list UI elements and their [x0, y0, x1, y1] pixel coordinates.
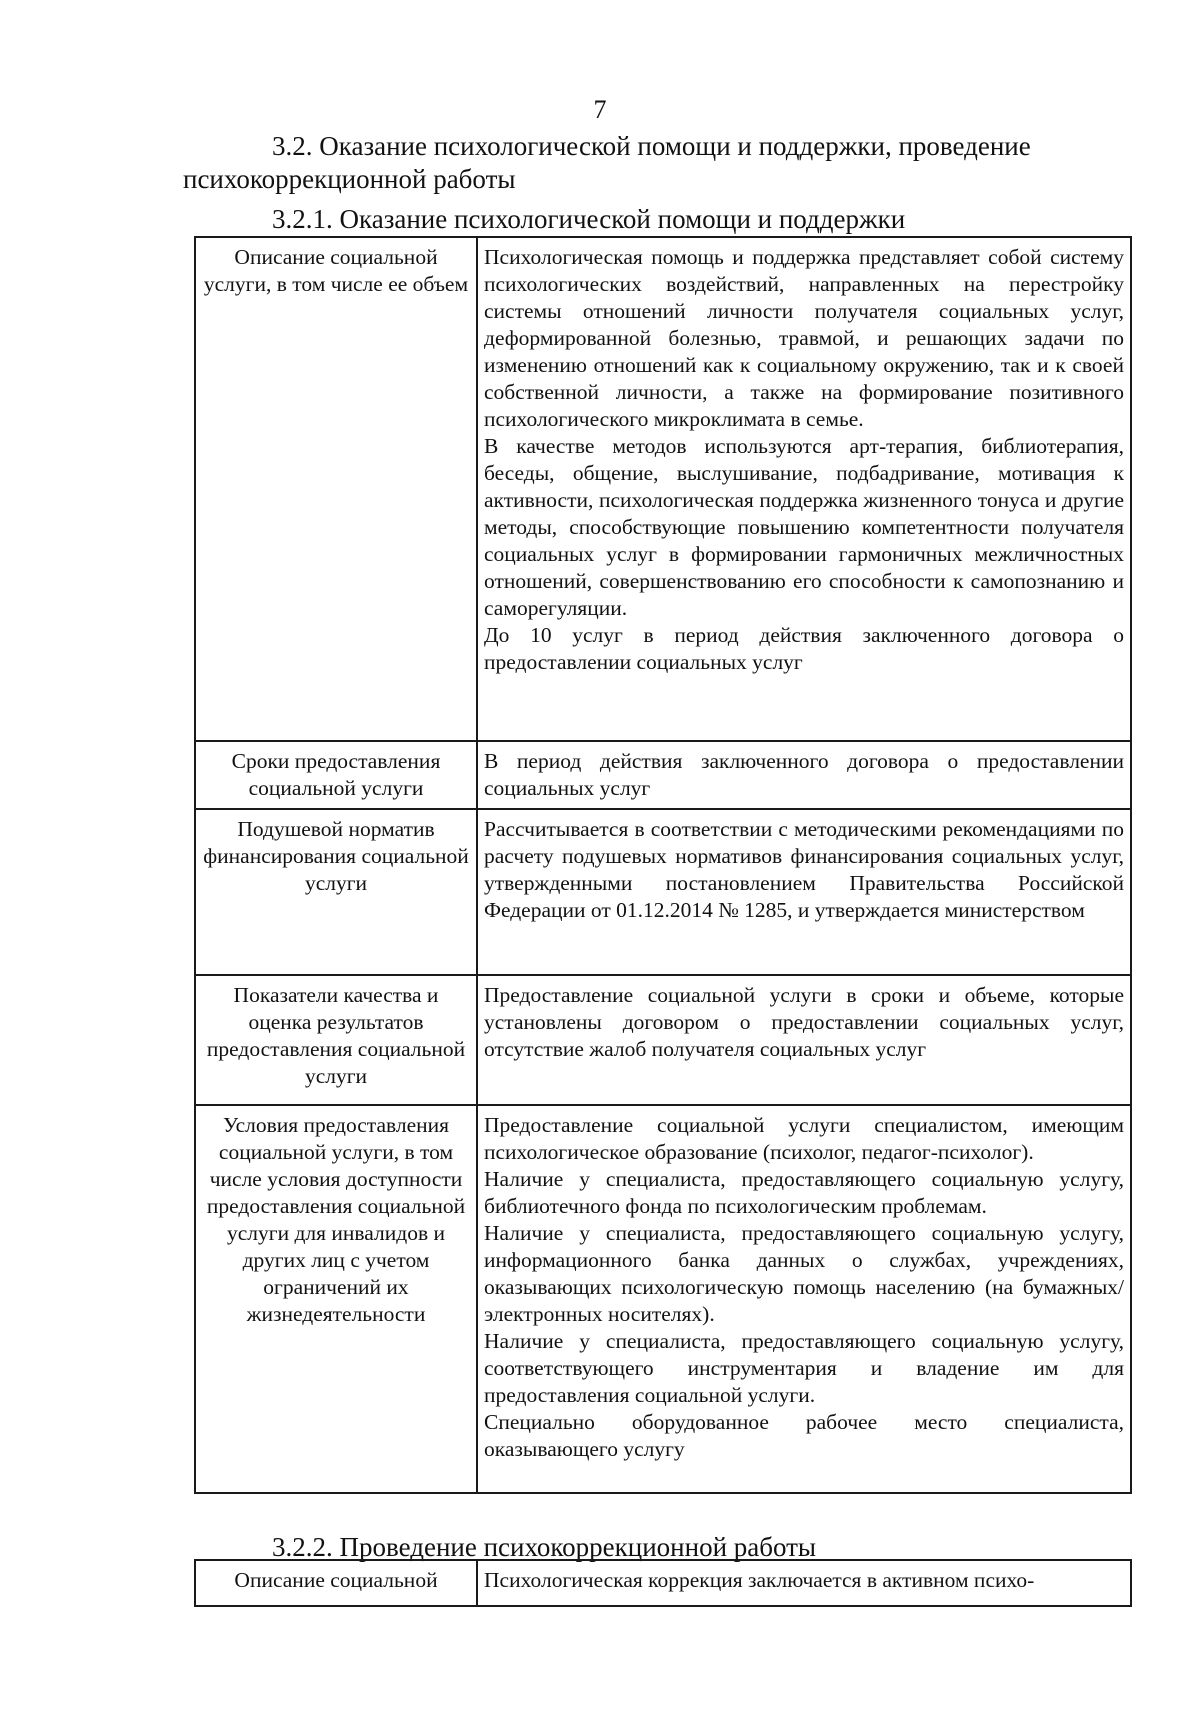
paragraph: Психологическая коррекция заключается в активном психо- [484, 1568, 1035, 1592]
row-value [477, 1105, 1131, 1493]
section-title: 3.2. Оказание психологической помощи и поддержки, проведение психокоррекционной работы [183, 131, 1031, 194]
row-label: Описание социальной услуги, в том числе ее объем [195, 237, 477, 741]
subsection-title-3-2-2: 3.2.2. Проведение психокоррекционной работы [272, 1532, 817, 1562]
paragraph: В период действия заключенного договора о предоставлении социальных услуг [484, 749, 1124, 800]
row-label: Условия предоставления социальной услуги, в том числе условия доступности предоставления социальной услуги для инвалидов и других лиц с учетом ограничений их жизнедеятельности [195, 1105, 477, 1493]
row-value [477, 741, 1131, 809]
table-row [195, 1560, 1131, 1606]
paragraph: Предоставление социальной услуги в сроки и объеме, которые установлены договором о предоставлении социальных услуг, отсутствие жалоб получателя социальных услуг [484, 983, 1124, 1061]
subsection-title-3-2-1: 3.2.1. Оказание психологической помощи и поддержки [272, 204, 906, 234]
row-value [477, 975, 1131, 1105]
row-value [477, 1560, 1131, 1606]
row-label: Подушевой норматив финансирования социальной услуги [195, 809, 477, 975]
paragraph: Рассчитывается в соответствии с методическими рекомендациями по расчету подушевых нормативов финансирования социальных услуг, утвержденными постановлением Правительства Российской Федерации от 01.12.2014 № 1285, и утверждается министерством [484, 817, 1124, 922]
paragraph: Наличие у специалиста, предоставляющего социальную услугу, информационного банка данных о службах, учреждениях, оказывающих психологическую помощь населению (на бумажных/электронных носителях). [484, 1221, 1124, 1326]
service-table-3-2-1 [194, 236, 1132, 1494]
paragraph: Специально оборудованное рабочее место специалиста, оказывающего услугу [484, 1410, 1124, 1461]
row-label: Сроки предоставления социальной услуги [195, 741, 477, 809]
paragraph: Психологическая помощь и поддержка представляет собой систему психологических воздействий, направленных на перестройку системы отношений личности получателя социальных услуг, деформированной болезнью, травмой, и решающих задачи по изменению отношений как к социальному окружению, так и к своей собственной личности, а также на формирование позитивного психологического микроклимата в семье. [484, 245, 1124, 431]
page-number: 7 [593, 95, 607, 124]
table-row [195, 1105, 1131, 1493]
paragraph: Наличие у специалиста, предоставляющего социальную услугу, библиотечного фонда по психологическим проблемам. [484, 1167, 1124, 1218]
table-row [195, 809, 1131, 975]
row-value [477, 237, 1131, 741]
paragraph: До 10 услуг в период действия заключенного договора о предоставлении социальных услуг [484, 623, 1124, 674]
row-label: Описание социальной [195, 1560, 477, 1606]
paragraph: В качестве методов используются арт-терапия, библиотерапия, беседы, общение, выслушивание, подбадривание, мотивация к активности, психологическая поддержка жизненного тонуса и другие методы, способствующие повышению компетентности получателя социальных услуг в формировании гармоничных межличностных отношений, совершенствованию его способности к самопознанию и саморегуляции. [484, 434, 1124, 620]
row-value [477, 809, 1131, 975]
table-row [195, 975, 1131, 1105]
table-row [195, 741, 1131, 809]
row-label: Показатели качества и оценка результатов предоставления социальной услуги [195, 975, 477, 1105]
paragraph: Наличие у специалиста, предоставляющего социальную услугу, соответствующего инструментария и владение им для предоставления социальной услуги. [484, 1329, 1124, 1407]
table-row [195, 237, 1131, 741]
paragraph: Предоставление социальной услуги специалистом, имеющим психологическое образование (психолог, педагог-психолог). [484, 1113, 1124, 1164]
service-table-3-2-2 [194, 1559, 1132, 1607]
